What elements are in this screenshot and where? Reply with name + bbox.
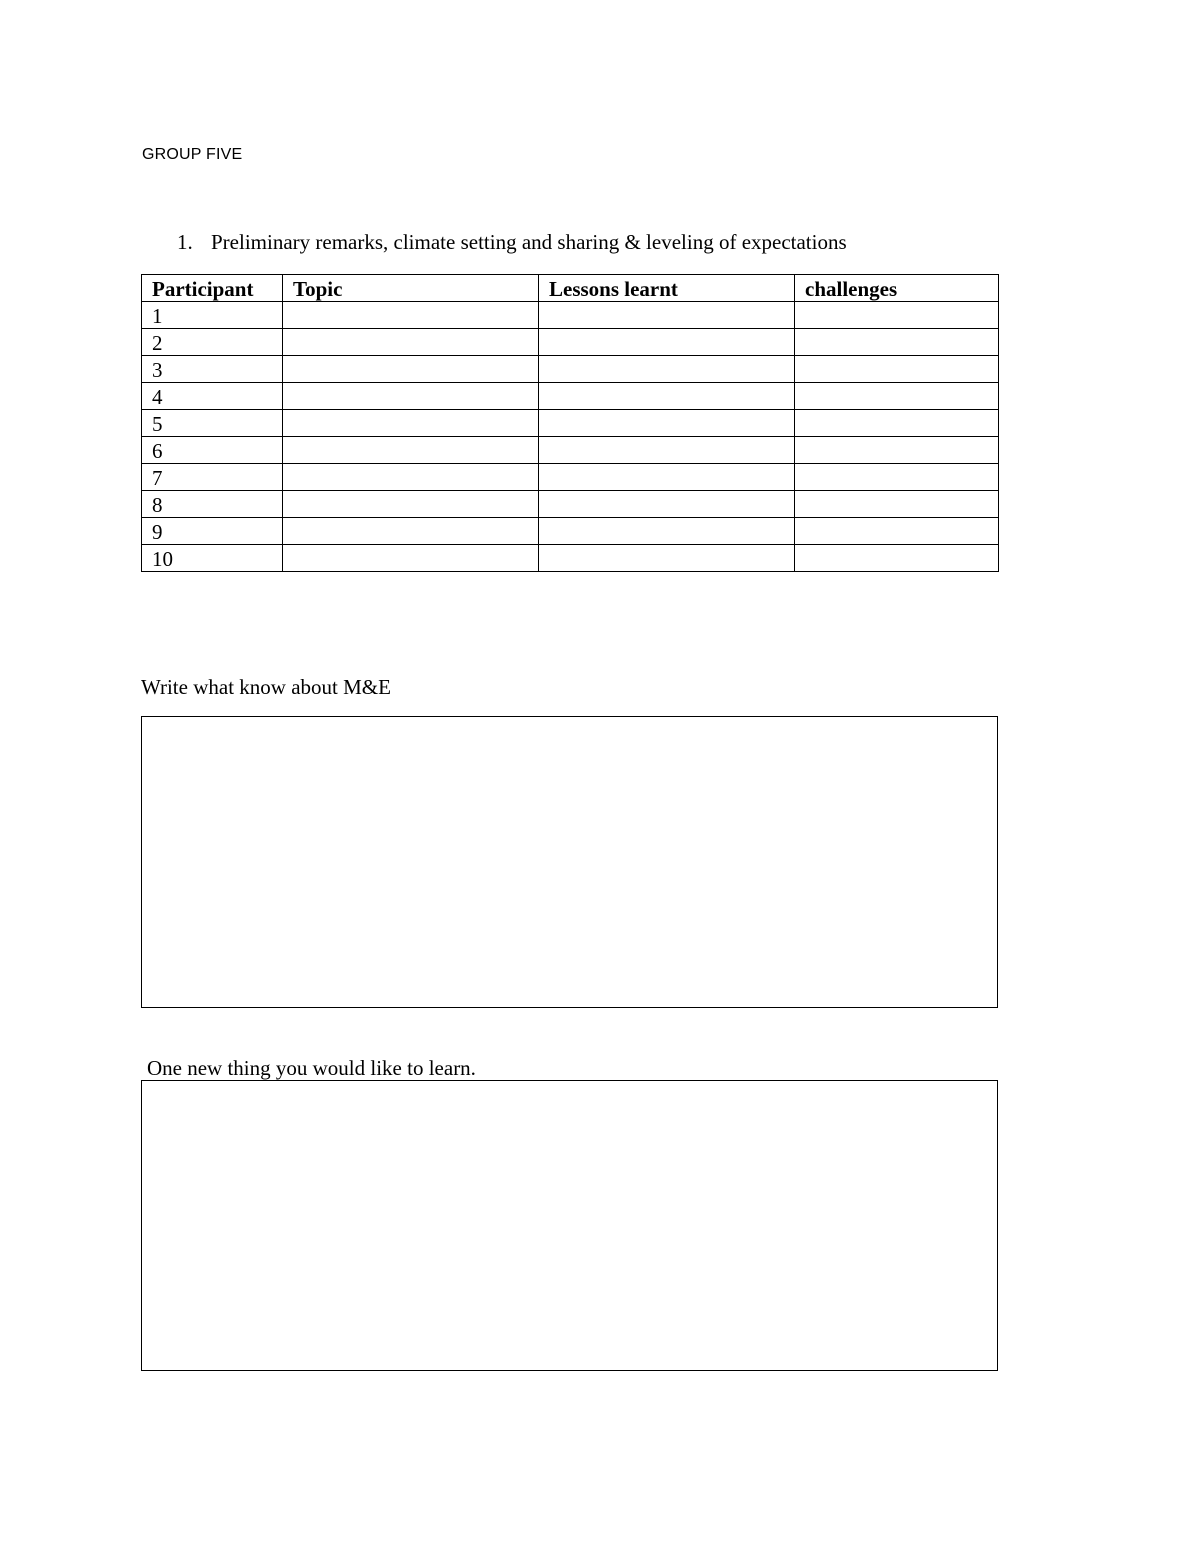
table-row <box>142 545 999 572</box>
table-row <box>142 383 999 410</box>
section-heading <box>177 230 847 255</box>
participant-number: 10 <box>142 545 283 572</box>
challenges-cell[interactable] <box>795 302 999 329</box>
learning-wish-prompt: One new thing you would like to learn. <box>147 1056 476 1080</box>
lessons-cell[interactable] <box>539 437 795 464</box>
participant-number: 5 <box>142 410 283 437</box>
participant-number: 7 <box>142 464 283 491</box>
participant-number: 1 <box>142 302 283 329</box>
topic-cell[interactable] <box>283 518 539 545</box>
topic-cell[interactable] <box>283 464 539 491</box>
lessons-cell[interactable] <box>539 410 795 437</box>
challenges-cell[interactable] <box>795 329 999 356</box>
header-lessons-learnt: Lessons learnt <box>539 275 795 302</box>
participants-table <box>141 274 999 572</box>
challenges-cell[interactable] <box>795 491 999 518</box>
lessons-cell[interactable] <box>539 302 795 329</box>
lessons-cell[interactable] <box>539 518 795 545</box>
me-knowledge-prompt: Write what know about M&E <box>141 675 391 699</box>
lessons-cell[interactable] <box>539 491 795 518</box>
table-row <box>142 329 999 356</box>
participant-number: 2 <box>142 329 283 356</box>
lessons-cell[interactable] <box>539 545 795 572</box>
group-title: GROUP FIVE <box>142 146 243 163</box>
topic-cell[interactable] <box>283 410 539 437</box>
header-topic: Topic <box>283 275 539 302</box>
table-row <box>142 437 999 464</box>
table-row <box>142 410 999 437</box>
topic-cell[interactable] <box>283 329 539 356</box>
challenges-cell[interactable] <box>795 518 999 545</box>
table-row <box>142 356 999 383</box>
section-number: 1. <box>177 230 193 254</box>
challenges-cell[interactable] <box>795 383 999 410</box>
challenges-cell[interactable] <box>795 437 999 464</box>
lessons-cell[interactable] <box>539 464 795 491</box>
topic-cell[interactable] <box>283 545 539 572</box>
topic-cell[interactable] <box>283 437 539 464</box>
table-row <box>142 302 999 329</box>
participant-number: 8 <box>142 491 283 518</box>
challenges-cell[interactable] <box>795 545 999 572</box>
topic-cell[interactable] <box>283 356 539 383</box>
topic-cell[interactable] <box>283 383 539 410</box>
table-row <box>142 464 999 491</box>
learning-wish-answer-box[interactable] <box>141 1080 998 1371</box>
challenges-cell[interactable] <box>795 410 999 437</box>
table-header-row <box>142 275 999 302</box>
topic-cell[interactable] <box>283 302 539 329</box>
lessons-cell[interactable] <box>539 356 795 383</box>
table-row <box>142 518 999 545</box>
table-row <box>142 491 999 518</box>
topic-cell[interactable] <box>283 491 539 518</box>
participant-number: 9 <box>142 518 283 545</box>
me-knowledge-answer-box[interactable] <box>141 716 998 1008</box>
section-title: Preliminary remarks, climate setting and sharing & leveling of expectations <box>211 230 847 254</box>
header-participant: Participant <box>142 275 283 302</box>
challenges-cell[interactable] <box>795 356 999 383</box>
lessons-cell[interactable] <box>539 383 795 410</box>
challenges-cell[interactable] <box>795 464 999 491</box>
participant-number: 6 <box>142 437 283 464</box>
participant-number: 4 <box>142 383 283 410</box>
participant-number: 3 <box>142 356 283 383</box>
header-challenges: challenges <box>795 275 999 302</box>
lessons-cell[interactable] <box>539 329 795 356</box>
